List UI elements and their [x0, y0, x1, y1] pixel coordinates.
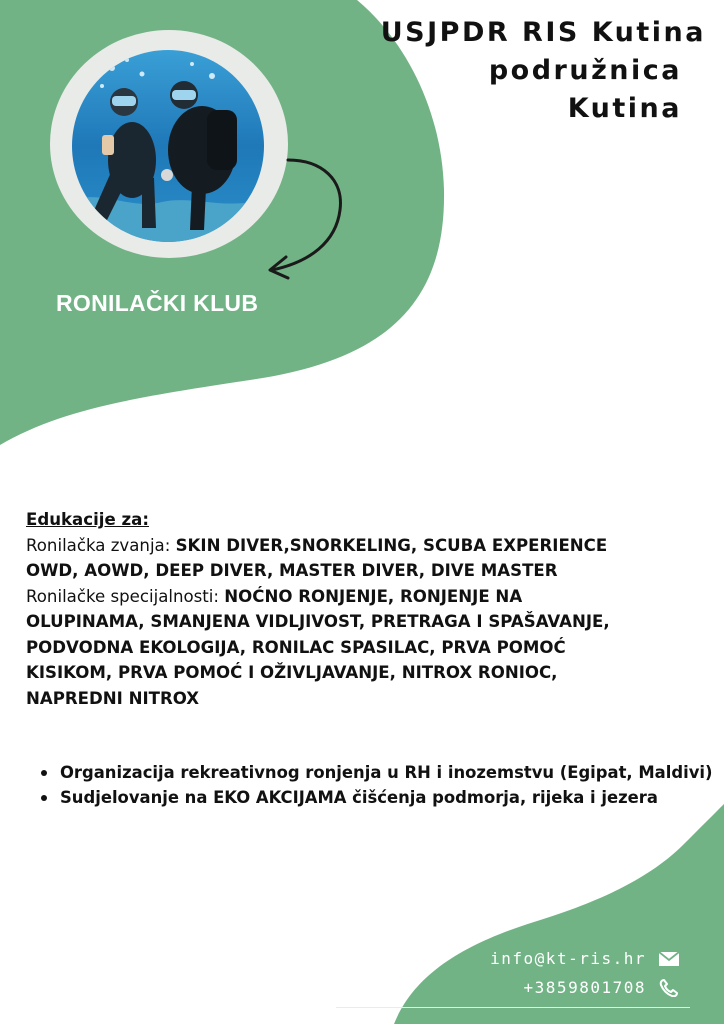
club-label: RONILAČKI KLUB	[56, 290, 259, 316]
education-heading: Edukacije za:	[26, 510, 149, 529]
activities-list	[36, 760, 713, 810]
organization-title	[381, 14, 706, 128]
envelope-icon	[658, 950, 680, 968]
phone-row[interactable]	[490, 973, 680, 1002]
curved-arrow-icon	[262, 150, 352, 280]
scuba-divers-photo	[72, 50, 264, 242]
list-item: Organizacija rekreativnog ronjenja u RH i inozemstvu (Egipat, Maldivi)	[36, 760, 713, 785]
contact-block	[490, 944, 680, 1002]
education-line: Ronilačke specijalnosti: NOĆNO RONJENJE, RONJENJE NA	[26, 586, 523, 606]
email-row[interactable]	[490, 944, 680, 973]
list-item: Sudjelovanje na EKO AKCIJAMA čišćenja podmorja, rijeka i jezera	[36, 785, 713, 810]
phone-text[interactable]: +3859801708	[523, 978, 646, 997]
footer-divider	[336, 1007, 690, 1008]
title-line-3: Kutina	[567, 93, 682, 124]
education-line: OWD, AOWD, DEEP DIVER, MASTER DIVER, DIVE MASTER	[26, 561, 558, 580]
email-text[interactable]: info@kt-ris.hr	[490, 949, 646, 968]
education-line: OLUPINAMA, SMANJENA VIDLJIVOST, PRETRAGA I SPAŠAVANJE,	[26, 612, 610, 631]
education-line: NAPREDNI NITROX	[26, 688, 200, 708]
education-line: Ronilačka zvanja: SKIN DIVER,SNORKELING, SCUBA EXPERIENCE	[26, 535, 608, 555]
title-line-1: USJPDR RIS Kutina	[380, 17, 706, 48]
phone-icon	[658, 979, 680, 997]
education-section	[26, 507, 706, 711]
title-line-2: podružnica	[488, 55, 682, 86]
education-line: KISIKOM, PRVA POMOĆ I OŽIVLJAVANJE, NITROX RONIOC,	[26, 663, 558, 682]
education-line: PODVODNA EKOLOGIJA, RONILAC SPASILAC, PRVA POMOĆ	[26, 637, 566, 657]
